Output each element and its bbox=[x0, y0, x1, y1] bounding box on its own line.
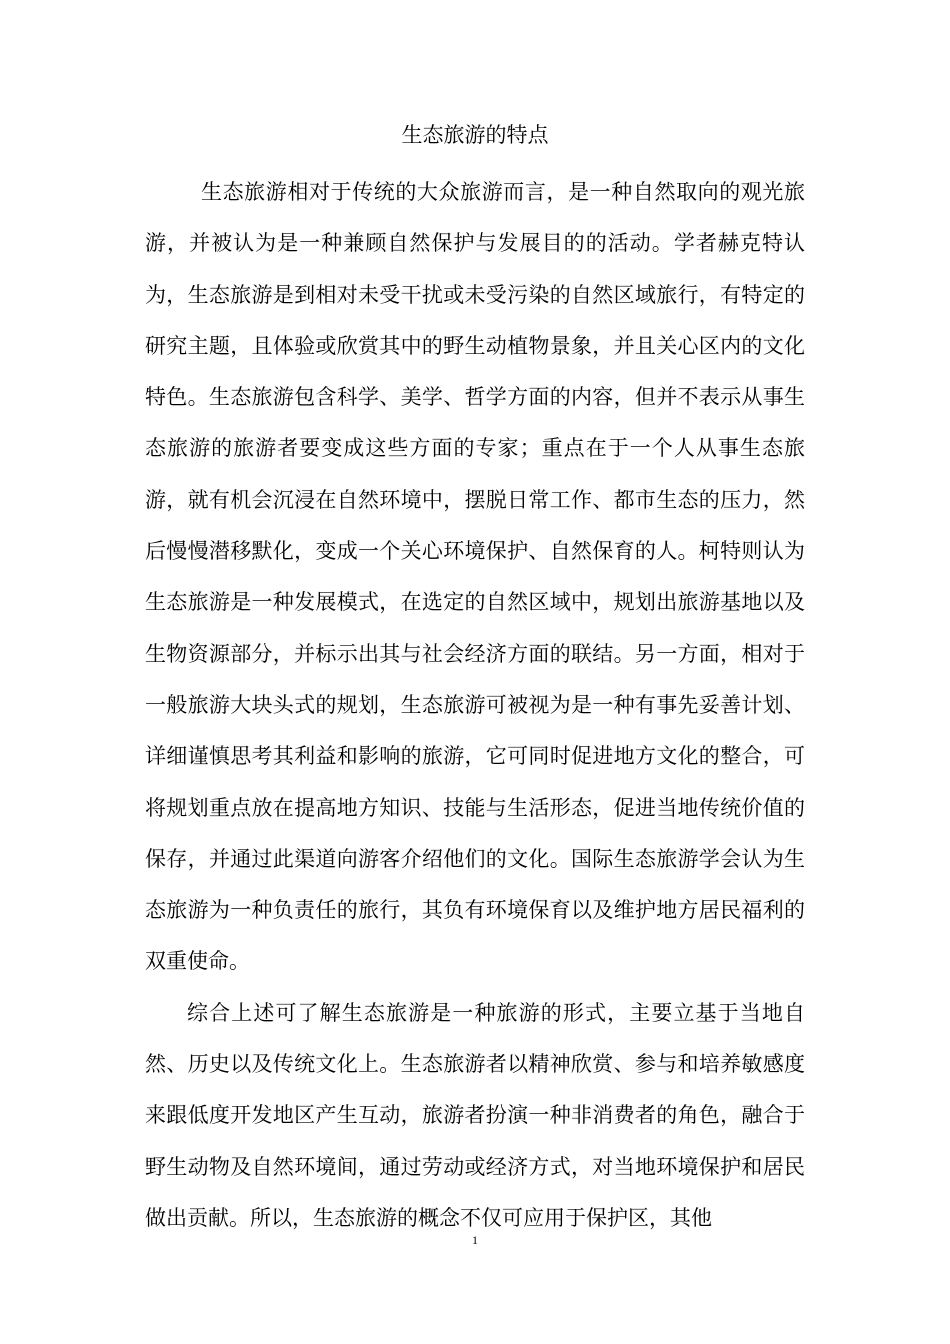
paragraph-1: 生态旅游相对于传统的大众旅游而言，是一种自然取向的观光旅游，并被认为是一种兼顾自然保护与发展目的的活动。学者赫克特认为，生态旅游是到相对未受干扰或未受污染的自然区域旅行，有特定的研究主题，且体验或欣赏其中的野生动植物景象，并且关心区内的文化特色。生态旅游包含科学、美学、哲学方面的内容，但并不表示从事生态旅游的旅游者要变成这些方面的专家；重点在于一个人从事生态旅游，就有机会沉浸在自然环境中，摆脱日常工作、都市生态的压力，然后慢慢潜移默化，变成一个关心环境保护、自然保育的人。柯特则认为生态旅游是一种发展模式，在选定的自然区域中，规划出旅游基地以及生物资源部分，并标示出其与社会经济方面的联结。另一方面，相对于一般旅游大块头式的规划，生态旅游可被视为是一种有事先妥善计划、详细谨慎思考其利益和影响的旅游，它可同时促进地方文化的整合，可将规划重点放在提高地方知识、技能与生活形态，促进当地传统价值的保存，并通过此渠道向游客介绍他们的文化。国际生态旅游学会认为生态旅游为一种负责任的旅行，其负有环境保育以及维护地方居民福利的双重使命。 bbox=[145, 180, 805, 974]
document-title: 生态旅游的特点 bbox=[401, 123, 549, 147]
document-body bbox=[145, 167, 805, 1244]
page-number: 1 bbox=[472, 1233, 478, 1247]
paragraph-2: 综合上述可了解生态旅游是一种旅游的形式，主要立基于当地自然、历史以及传统文化上。生态旅游者以精神欣赏、参与和培养敏感度来跟低度开发地区产生互动，旅游者扮演一种非消费者的角色，融合于野生动物及自然环境间，通过劳动或经济方式，对当地环境保护和居民做出贡献。所以，生态旅游的概念不仅可应用于保护区，其他 bbox=[145, 1000, 805, 1230]
